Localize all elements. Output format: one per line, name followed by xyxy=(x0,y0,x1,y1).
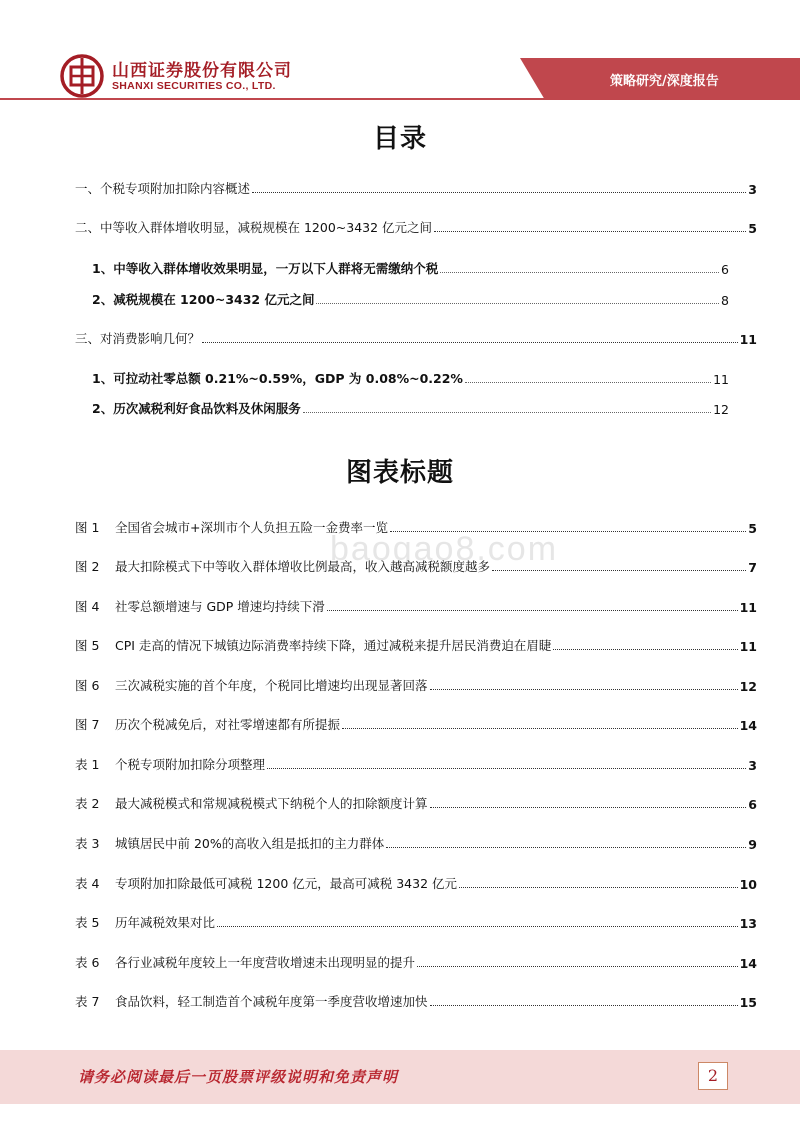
figure-number: 图 4 xyxy=(75,599,100,614)
dot-leader xyxy=(217,926,738,927)
watermark: baogao8.com xyxy=(330,530,559,568)
figure-number: 图 2 xyxy=(75,559,100,574)
figure-entry-label: CPI 走高的情况下城镇边际消费率持续下降，通过减税来提升居民消费迫在眉睫 xyxy=(115,638,552,653)
page-footer xyxy=(0,1050,800,1104)
toc-title: 目录 xyxy=(372,124,427,154)
table-entry[interactable] xyxy=(75,792,757,812)
figure-number: 图 5 xyxy=(75,638,100,653)
dot-leader xyxy=(440,272,719,273)
figure-entry[interactable] xyxy=(75,634,757,654)
dot-leader xyxy=(553,649,737,650)
table-entry-page: 13 xyxy=(739,916,757,931)
table-number: 表 2 xyxy=(75,796,100,811)
toc-entry-page: 11 xyxy=(739,332,757,347)
table-entry-page: 15 xyxy=(739,995,757,1010)
toc-entry-label: 2、减税规模在 1200~3432 亿元之间 xyxy=(92,292,315,307)
dot-leader xyxy=(202,342,738,343)
dot-leader xyxy=(417,966,738,967)
toc-subentry[interactable] xyxy=(92,257,729,277)
figure-entry-label: 全国省会城市+深圳市个人负担五险一金费率一览 xyxy=(115,520,388,535)
toc-entry-page: 11 xyxy=(713,372,729,387)
dot-leader xyxy=(430,689,738,690)
table-entry[interactable] xyxy=(75,753,757,773)
table-number: 表 4 xyxy=(75,876,100,891)
table-entry-label: 城镇居民中前 20%的高收入组是抵扣的主力群体 xyxy=(115,836,385,851)
figure-entry-label: 三次减税实施的首个年度，个税同比增速均出现显著回落 xyxy=(115,678,428,693)
table-number: 表 6 xyxy=(75,955,100,970)
table-entry-page: 6 xyxy=(748,797,757,812)
dot-leader xyxy=(327,610,738,611)
table-number: 表 5 xyxy=(75,915,100,930)
toc-entry-label: 二、中等收入群体增收明显，减税规模在 1200~3432 亿元之间 xyxy=(75,220,433,235)
figure-entry-page: 11 xyxy=(739,639,757,654)
toc-entry-label: 2、历次减税利好食品饮料及休闲服务 xyxy=(92,401,301,416)
figure-number: 图 6 xyxy=(75,678,100,693)
dot-leader xyxy=(434,231,746,232)
figure-entry-page: 14 xyxy=(739,718,757,733)
dot-leader xyxy=(459,887,738,888)
table-entry-page: 10 xyxy=(739,877,757,892)
figure-entry[interactable] xyxy=(75,674,757,694)
figure-number: 图 1 xyxy=(75,520,100,535)
table-entry[interactable] xyxy=(75,990,757,1010)
dot-leader xyxy=(252,192,746,193)
table-entry-label: 最大减税模式和常规减税模式下纳税个人的扣除额度计算 xyxy=(115,796,428,811)
table-entry-page: 14 xyxy=(739,956,757,971)
toc-entry-label: 三、对消费影响几何？ xyxy=(75,331,201,346)
table-entry[interactable] xyxy=(75,872,757,892)
table-entry[interactable] xyxy=(75,951,757,971)
dot-leader xyxy=(390,531,746,532)
figure-number: 图 7 xyxy=(75,717,100,732)
page-number: 2 xyxy=(698,1062,728,1090)
dot-leader xyxy=(342,728,738,729)
company-name-cn: 山西证券股份有限公司 xyxy=(112,61,292,81)
table-number: 表 1 xyxy=(75,757,100,772)
figure-entry[interactable] xyxy=(75,595,757,615)
toc-entry-label: 一、个税专项附加扣除内容概述 xyxy=(75,181,251,196)
dot-leader xyxy=(430,807,747,808)
table-entry-page: 9 xyxy=(748,837,757,852)
dot-leader xyxy=(492,570,746,571)
table-entry-label: 各行业减税年度较上一年度营收增速未出现明显的提升 xyxy=(115,955,416,970)
figure-entry[interactable] xyxy=(75,516,757,536)
dot-leader xyxy=(267,768,746,769)
figure-entry-label: 最大扣除模式下中等收入群体增收比例最高，收入越高减税额度越多 xyxy=(115,559,491,574)
figure-entry-label: 历次个税减免后，对社零增速都有所提振 xyxy=(115,717,341,732)
page-header xyxy=(0,0,800,100)
toc-entry[interactable] xyxy=(75,216,757,236)
figures-title: 图表标题 xyxy=(345,458,454,488)
toc-entry-label: 1、可拉动社零总额 0.21%~0.59%，GDP 为 0.08%~0.22% xyxy=(92,371,463,386)
toc-entry-page: 5 xyxy=(748,221,757,236)
figure-entry-label: 社零总额增速与 GDP 增速均持续下滑 xyxy=(115,599,325,614)
toc-entry-page: 12 xyxy=(713,402,729,417)
figure-entry-page: 11 xyxy=(739,600,757,615)
table-entry-label: 食品饮料，轻工制造首个减税年度第一季度营收增速加快 xyxy=(115,994,428,1009)
toc-subentry[interactable] xyxy=(92,288,729,308)
toc-entry-label: 1、中等收入群体增收效果明显，一万以下人群将无需缴纳个税 xyxy=(92,261,439,276)
figure-entry-page: 5 xyxy=(748,521,757,536)
dot-leader xyxy=(465,382,711,383)
dot-leader xyxy=(386,847,746,848)
dot-leader xyxy=(430,1005,738,1006)
figure-entry[interactable] xyxy=(75,555,757,575)
toc-entry[interactable] xyxy=(75,327,757,347)
table-entry-label: 个税专项附加扣除分项整理 xyxy=(115,757,266,772)
toc-subentry[interactable] xyxy=(92,397,729,417)
report-type-label: 策略研究/深度报告 xyxy=(610,74,719,89)
table-entry[interactable] xyxy=(75,911,757,931)
company-logo-icon xyxy=(60,54,104,98)
figure-entry[interactable] xyxy=(75,713,757,733)
company-name-en: SHANXI SECURITIES CO., LTD. xyxy=(112,80,276,92)
dot-leader xyxy=(303,412,711,413)
dot-leader xyxy=(316,303,719,304)
figure-entry-page: 12 xyxy=(739,679,757,694)
table-entry[interactable] xyxy=(75,832,757,852)
table-entry-page: 3 xyxy=(748,758,757,773)
table-number: 表 3 xyxy=(75,836,100,851)
toc-entry-page: 8 xyxy=(721,293,729,308)
table-number: 表 7 xyxy=(75,994,100,1009)
table-entry-label: 专项附加扣除最低可减税 1200 亿元，最高可减税 3432 亿元 xyxy=(115,876,458,891)
table-entry-label: 历年减税效果对比 xyxy=(115,915,216,930)
toc-entry-page: 3 xyxy=(748,182,757,197)
toc-subentry[interactable] xyxy=(92,367,729,387)
toc-entry[interactable] xyxy=(75,177,757,197)
disclaimer-note: 请务必阅读最后一页股票评级说明和免责声明 xyxy=(78,1068,399,1086)
toc-entry-page: 6 xyxy=(721,262,729,277)
figure-entry-page: 7 xyxy=(748,560,757,575)
